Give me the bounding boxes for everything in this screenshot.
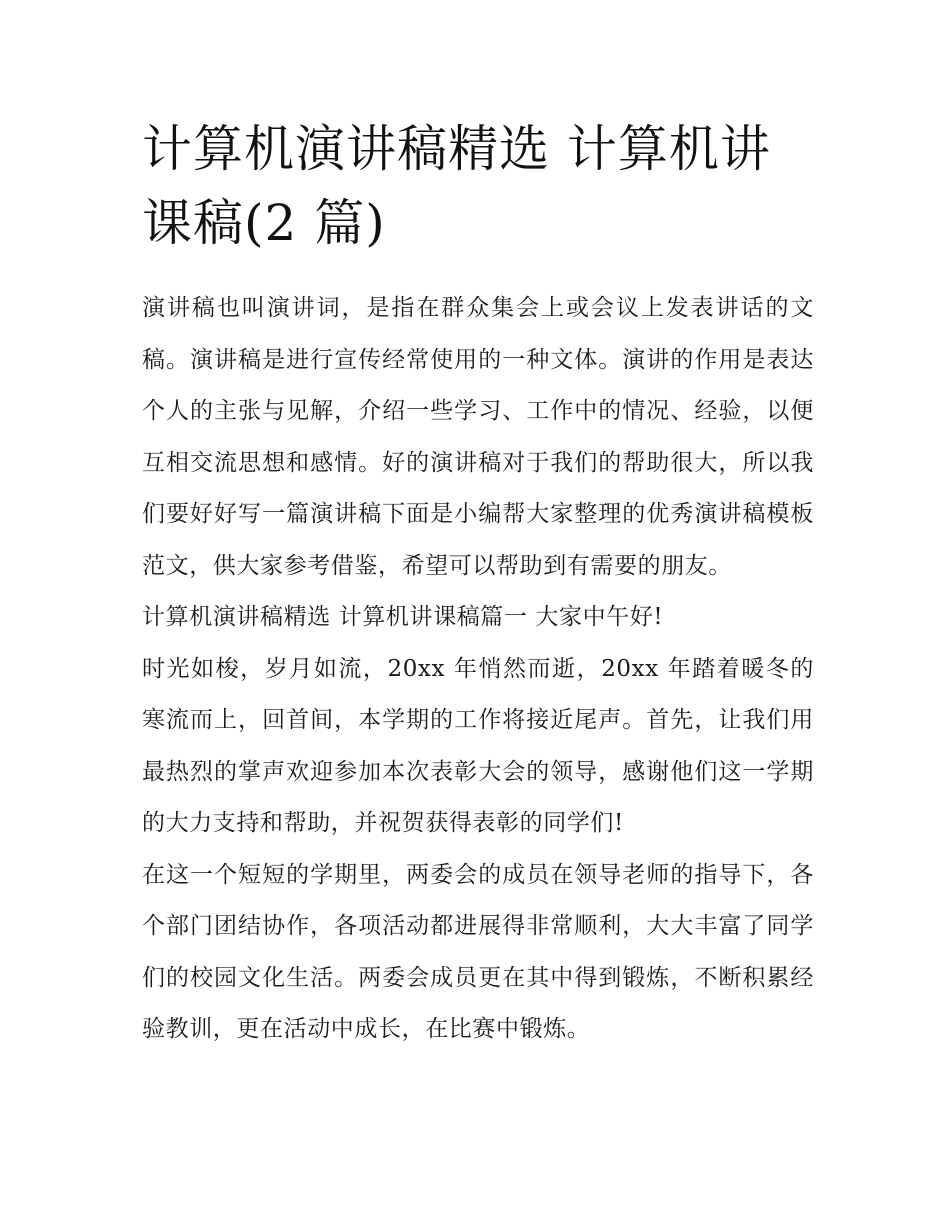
document-title: 计算机演讲稿精选 计算机讲课稿(2 篇) bbox=[142, 120, 771, 252]
body-paragraph: 在这一个短短的学期里，两委会的成员在领导老师的指导下，各个部门团结协作，各项活动都进展得非常顺利，大大丰富了同学们的校园文化生活。两委会成员更在其中得到锻炼，不断积累经验教训，更在活动中成长，在比赛中锻炼。 bbox=[142, 861, 814, 1042]
document-body bbox=[142, 283, 814, 1056]
document-page bbox=[142, 112, 814, 1056]
section-heading-paragraph: 计算机演讲稿精选 计算机讲课稿篇一 大家中午好! bbox=[142, 604, 664, 630]
body-paragraph: 时光如梭，岁月如流，20xx 年悄然而逝，20xx 年踏着暖冬的寒流而上，回首间，本学期的工作将接近尾声。首先，让我们用最热烈的掌声欢迎参加本次表彰大会的领导，感谢他们这一学期的大力支持和帮助，并祝贺获得表彰的同学们! bbox=[142, 655, 814, 836]
intro-paragraph: 演讲稿也叫演讲词，是指在群众集会上或会议上发表讲话的文稿。演讲稿是进行宣传经常使用的一种文体。演讲的作用是表达个人的主张与见解，介绍一些学习、工作中的情况、经验，以便互相交流思想和感情。好的演讲稿对于我们的帮助很大，所以我们要好好写一篇演讲稿下面是小编帮大家整理的优秀演讲稿模板范文，供大家参考借鉴，希望可以帮助到有需要的朋友。 bbox=[142, 295, 814, 579]
